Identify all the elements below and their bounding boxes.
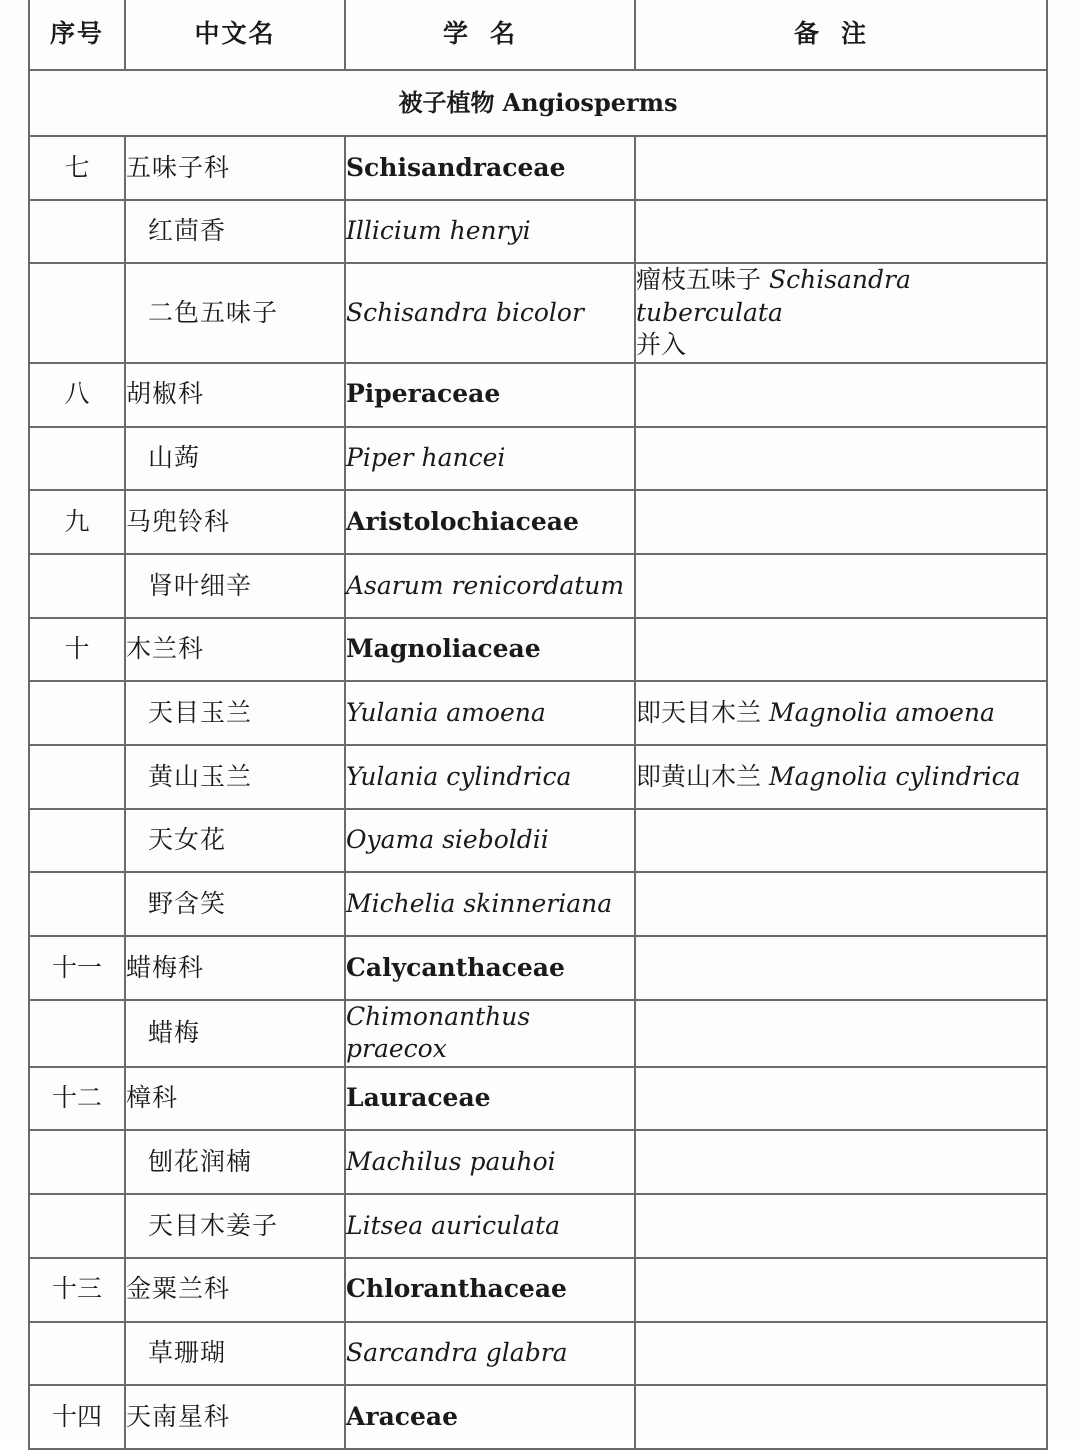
group-heading-en: Angiosperms [502,87,678,117]
header-scientific-name: 学名 [345,0,635,70]
species-scientific-name: Oyama sieboldii [345,809,635,873]
note-latin: Schisandra tuberculata [636,265,911,327]
row-number [29,1000,125,1067]
species-row [29,427,1047,491]
row-note [635,1000,1047,1067]
row-note [635,200,1047,264]
family-chinese-name: 金粟兰科 [125,1258,345,1322]
row-note [635,745,1047,809]
species-row [29,1130,1047,1194]
family-chinese-name: 天南星科 [125,1385,345,1449]
species-row [29,1322,1047,1386]
species-scientific-name: Illicium henryi [345,200,635,264]
row-note [635,1067,1047,1131]
family-row [29,1067,1047,1131]
family-row [29,936,1047,1000]
row-note [635,1258,1047,1322]
row-number: 九 [29,490,125,554]
species-row [29,1194,1047,1258]
row-number [29,1194,125,1258]
row-note [635,872,1047,936]
row-note [635,809,1047,873]
family-row [29,1258,1047,1322]
row-note [635,936,1047,1000]
note-latin: Magnolia cylindrica [768,761,1021,791]
row-number: 八 [29,363,125,427]
species-row [29,554,1047,618]
family-scientific-name: Magnoliaceae [345,618,635,682]
row-number: 十四 [29,1385,125,1449]
row-number: 十 [29,618,125,682]
family-scientific-name: Piperaceae [345,363,635,427]
species-chinese-name: 天目木姜子 [125,1194,345,1258]
row-number [29,745,125,809]
family-scientific-name: Chloranthaceae [345,1258,635,1322]
family-scientific-name: Lauraceae [345,1067,635,1131]
row-note [635,1194,1047,1258]
row-number [29,200,125,264]
row-note [635,1322,1047,1386]
species-row [29,809,1047,873]
family-chinese-name: 胡椒科 [125,363,345,427]
row-note [635,136,1047,200]
species-chinese-name: 肾叶细辛 [125,554,345,618]
row-number [29,1322,125,1386]
row-number [29,872,125,936]
row-number [29,263,125,363]
family-chinese-name: 蜡梅科 [125,936,345,1000]
species-scientific-name: Asarum renicordatum [345,554,635,618]
row-number: 十二 [29,1067,125,1131]
species-scientific-name: Schisandra bicolor [345,263,635,363]
species-scientific-name: Chimonanthus praecox [345,1000,635,1067]
row-note [635,1385,1047,1449]
family-chinese-name: 五味子科 [125,136,345,200]
species-chinese-name: 刨花润楠 [125,1130,345,1194]
note-chinese: 瘤枝五味子 [636,265,762,295]
group-heading-cn: 被子植物 [398,88,495,117]
family-row [29,1385,1047,1449]
family-chinese-name: 木兰科 [125,618,345,682]
family-scientific-name: Araceae [345,1385,635,1449]
row-number: 十三 [29,1258,125,1322]
header-chinese-name: 中文名 [125,0,345,70]
species-chinese-name: 黄山玉兰 [125,745,345,809]
row-number [29,1130,125,1194]
row-number [29,681,125,745]
species-scientific-name: Michelia skinneriana [345,872,635,936]
family-row [29,490,1047,554]
row-note [635,263,1047,363]
species-table [28,0,1048,1450]
species-row [29,681,1047,745]
table-header-row [29,0,1047,70]
row-note [635,618,1047,682]
species-chinese-name: 红茴香 [125,200,345,264]
species-chinese-name: 野含笑 [125,872,345,936]
header-num: 序号 [29,0,125,70]
row-number [29,554,125,618]
family-chinese-name: 马兜铃科 [125,490,345,554]
row-note [635,554,1047,618]
row-number: 十一 [29,936,125,1000]
species-row [29,745,1047,809]
row-note [635,1130,1047,1194]
species-scientific-name: Yulania cylindrica [345,745,635,809]
species-row [29,872,1047,936]
species-scientific-name: Machilus pauhoi [345,1130,635,1194]
species-chinese-name: 蜡梅 [125,1000,345,1067]
species-chinese-name: 草珊瑚 [125,1322,345,1386]
group-heading [29,70,1047,136]
family-chinese-name: 樟科 [125,1067,345,1131]
family-scientific-name: Aristolochiaceae [345,490,635,554]
species-row [29,200,1047,264]
family-scientific-name: Schisandraceae [345,136,635,200]
species-row [29,263,1047,363]
species-scientific-name: Yulania amoena [345,681,635,745]
row-note [635,427,1047,491]
species-scientific-name: Litsea auriculata [345,1194,635,1258]
row-number [29,809,125,873]
row-note [635,490,1047,554]
species-row [29,1000,1047,1067]
header-notes: 备注 [635,0,1047,70]
row-number: 七 [29,136,125,200]
species-scientific-name: Sarcandra glabra [345,1322,635,1386]
family-row [29,363,1047,427]
family-scientific-name: Calycanthaceae [345,936,635,1000]
row-note [635,363,1047,427]
note-tail: 并入 [636,330,687,360]
note-latin: Magnolia amoena [768,697,995,727]
species-chinese-name: 天女花 [125,809,345,873]
row-note [635,681,1047,745]
species-chinese-name: 二色五味子 [125,263,345,363]
note-chinese: 即天目木兰 [636,697,762,727]
row-number [29,427,125,491]
species-scientific-name: Piper hancei [345,427,635,491]
species-chinese-name: 天目玉兰 [125,681,345,745]
family-row [29,618,1047,682]
note-chinese: 即黄山木兰 [636,761,762,791]
family-row [29,136,1047,200]
species-chinese-name: 山蒟 [125,427,345,491]
group-heading-row [29,70,1047,136]
